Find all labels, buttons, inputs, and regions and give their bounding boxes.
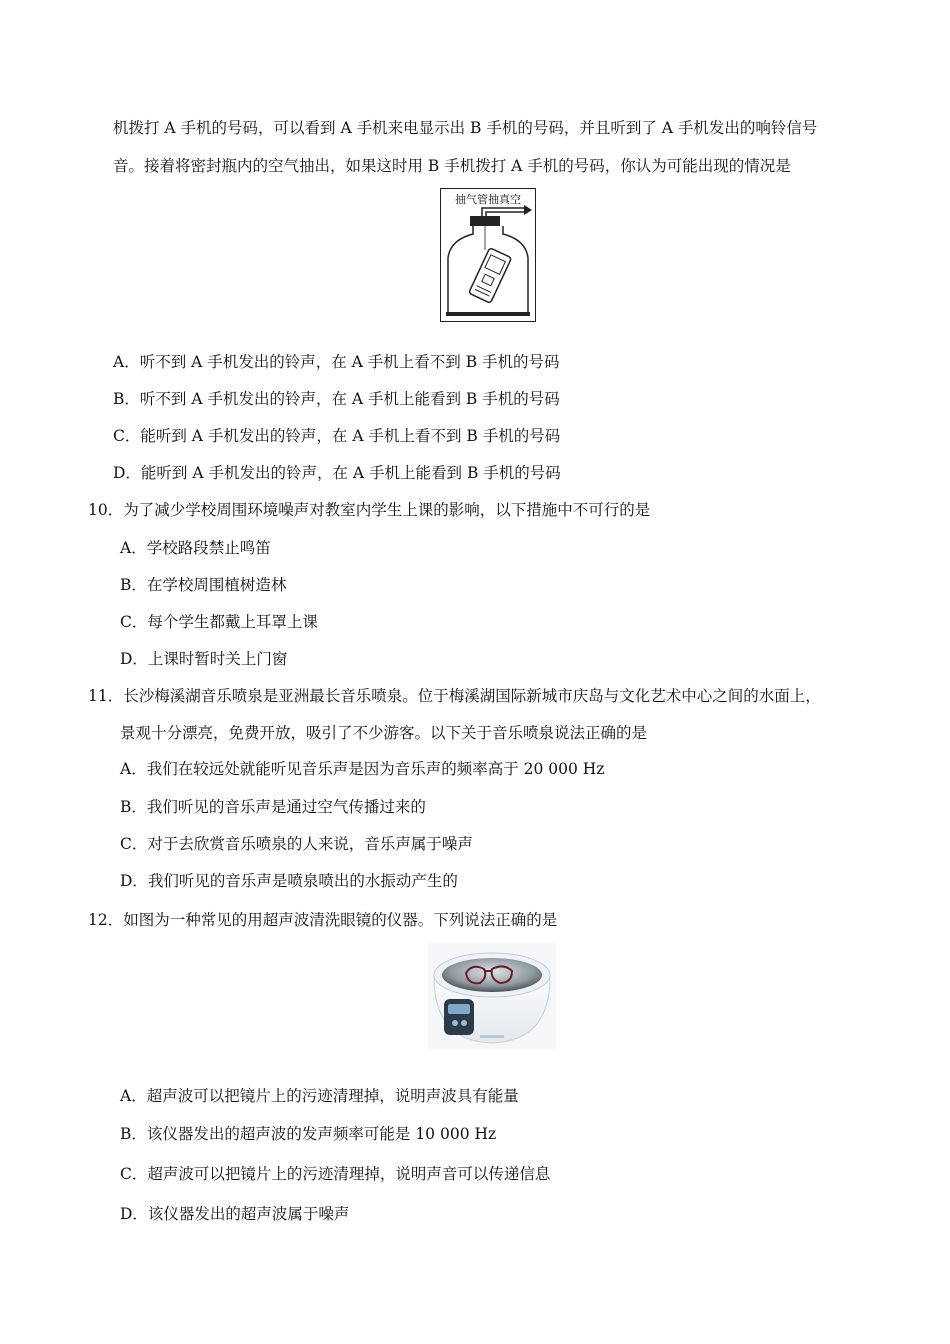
q9-stem-line-1: 机拨打 A 手机的号码，可以看到 A 手机来电显示出 B 手机的号码，并且听到了 A 手机发出的响铃信号: [113, 119, 818, 137]
q10-option-a: A．学校路段禁止鸣笛: [120, 539, 271, 557]
ultrasonic-cleaner-photo: [428, 943, 556, 1049]
q11-stem-line-1: 11．长沙梅溪湖音乐喷泉是亚洲最长音乐喷泉。位于梅溪湖国际新城市庆岛与文化艺术中心之间的水面上，: [88, 687, 821, 705]
q9-option-b: B．听不到 A 手机发出的铃声，在 A 手机上能看到 B 手机的号码: [113, 390, 560, 408]
q11-option-a: A．我们在较远处就能听见音乐声是因为音乐声的频率高于 20 000 Hz: [120, 760, 605, 778]
q12-option-d: D．该仪器发出的超声波属于噪声: [120, 1205, 350, 1223]
q11-option-c: C．对于去欣赏音乐喷泉的人来说，音乐声属于噪声: [120, 835, 473, 853]
q12-option-a: A．超声波可以把镜片上的污迹清理掉，说明声波具有能量: [120, 1087, 519, 1105]
q12-option-c: C．超声波可以把镜片上的污迹清理掉，说明声音可以传递信息: [120, 1165, 551, 1183]
q9-option-a: A．听不到 A 手机发出的铃声，在 A 手机上看不到 B 手机的号码: [113, 353, 560, 371]
q10-stem: 10．为了减少学校周围环境噪声对教室内学生上课的影响，以下措施中不可行的是: [88, 501, 651, 519]
q9-option-d: D．能听到 A 手机发出的铃声，在 A 手机上能看到 B 手机的号码: [113, 464, 561, 482]
q12-stem: 12．如图为一种常见的用超声波清洗眼镜的仪器。下列说法正确的是: [88, 911, 558, 929]
q12-option-b: B．该仪器发出的超声波的发声频率可能是 10 000 Hz: [120, 1125, 497, 1143]
q11-option-b: B．我们听见的音乐声是通过空气传播过来的: [120, 798, 426, 816]
q11-option-d: D．我们听见的音乐声是喷泉喷出的水振动产生的: [120, 872, 458, 890]
q10-option-d: D．上课时暂时关上门窗: [120, 650, 288, 668]
q10-option-c: C．每个学生都戴上耳罩上课: [120, 613, 318, 631]
q10-option-b: B．在学校周围植树造林: [120, 576, 287, 594]
vacuum-bottle-figure: [440, 188, 536, 322]
q11-stem-line-2: 景观十分漂亮，免费开放，吸引了不少游客。以下关于音乐喷泉说法正确的是: [120, 724, 648, 742]
q9-option-c: C．能听到 A 手机发出的铃声，在 A 手机上看不到 B 手机的号码: [113, 427, 561, 445]
figure-label: 抽气管抽真空: [455, 193, 521, 206]
q9-stem-line-2: 音。接着将密封瓶内的空气抽出，如果这时用 B 手机拨打 A 手机的号码，你认为可能出现的情况是: [113, 157, 791, 175]
